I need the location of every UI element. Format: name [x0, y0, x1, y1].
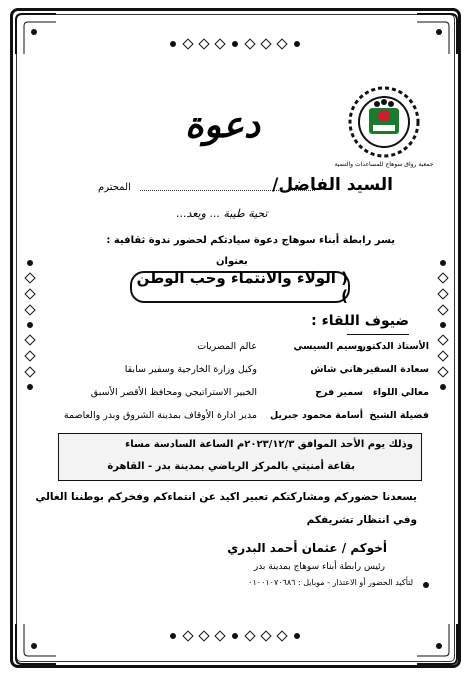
date-venue-box	[58, 433, 422, 481]
association-logo	[341, 82, 427, 162]
signature-role: رئيس رابطة أبناء سوهاج بمدينة بدر	[253, 562, 385, 572]
guest-name: سمير فرج	[315, 387, 363, 398]
greeting-text: تحية طيبة ... وبعد...	[176, 207, 268, 220]
ornament-strip-right	[437, 250, 449, 400]
corner-ornament-top-left	[12, 10, 60, 58]
corner-ornament-top-right	[413, 10, 461, 58]
contact-bullet-icon	[423, 582, 429, 588]
event-venue: بقاعة أمنيتي بالمركز الرياضي بمدينة بدر - القاهرة	[107, 461, 355, 472]
guests-heading-underline	[347, 334, 409, 335]
guest-name: هاني شاش	[310, 364, 363, 375]
guests-heading: ضيوف اللقاء :	[311, 313, 409, 329]
invitation-text: يسر رابطة أبناء سوهاج دعوة سيادتكم لحضور ندوة ثقافية :	[106, 235, 395, 246]
titled-label: بعنوان	[216, 256, 248, 267]
signature-name: أخوكم / عثمان أحمد البدري	[227, 541, 387, 555]
guest-description: مدير ادارة الأوقاف بمدينة الشروق وبدر والعاصمة	[63, 410, 257, 421]
guest-row	[39, 337, 429, 360]
guest-row	[39, 360, 429, 383]
seminar-title-box	[130, 271, 350, 303]
closing-text: يسعدنا حضوركم ومشاركتكم تعبير اكيد عن انتماءكم وفخركم بوطننا الغالي	[35, 491, 417, 503]
salutation-name-line	[140, 190, 315, 191]
page-title: دعوة	[185, 104, 260, 146]
guest-title: سعادة السفير	[363, 364, 429, 375]
ornament-strip-bottom	[160, 630, 310, 642]
seminar-title: ( الولاء والانتماء وحب الوطن )	[136, 269, 348, 305]
contact-line: لتأكيد الحضور أو الاعتذار - موبايل : ٠١٠٠١٠٧٠٦٨٦	[248, 578, 413, 587]
corner-ornament-bottom-left	[12, 620, 60, 668]
event-date: وذلك يوم الأحد الموافق ٢٠٢٣/١٢/٣م الساعة السادسة مساء	[125, 439, 413, 450]
guest-list	[39, 337, 429, 429]
guest-description: وكيل وزارة الخارجية وسفير سابقا	[124, 364, 257, 375]
salutation-label: السيد الفاضل/	[272, 175, 393, 195]
guest-name: أسامة محمود جبريل	[269, 410, 363, 421]
guest-title: معالي اللواء	[372, 387, 429, 398]
guest-row	[39, 406, 429, 429]
guest-description: الخبير الاستراتيجي ومحافظ الأقصر الأسبق	[90, 387, 257, 398]
ornament-strip-top	[160, 38, 310, 50]
ornament-strip-left	[24, 250, 36, 400]
guest-title: الأستاذ الدكتور	[360, 341, 429, 352]
closing-await: وفي انتظار تشريفكم	[306, 514, 417, 526]
salutation-respected: المحترم	[98, 182, 131, 193]
logo-caption: جمعية رواق سوهاج للمساعدات والتنمية	[334, 161, 434, 168]
guest-title: فضيلة الشيخ	[369, 410, 429, 421]
corner-ornament-bottom-right	[413, 620, 461, 668]
guest-name: وسيم السيسي	[293, 341, 363, 352]
guest-description: عالم المصريات	[197, 341, 257, 352]
guest-row	[39, 383, 429, 406]
